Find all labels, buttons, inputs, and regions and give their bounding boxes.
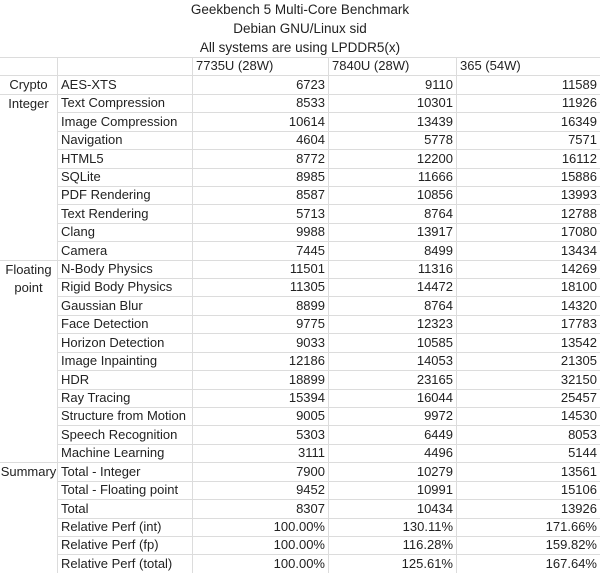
benchmark-value-cell: 8053 xyxy=(457,426,600,444)
benchmark-value-cell: 17080 xyxy=(457,224,600,242)
benchmark-value-cell: 10279 xyxy=(329,463,457,481)
table-note: All systems are using LPDDR5(x) xyxy=(199,40,401,55)
benchmark-value-cell: 7445 xyxy=(193,242,329,260)
benchmark-value-cell: 14320 xyxy=(457,297,600,315)
benchmark-value-cell: 9452 xyxy=(193,482,329,500)
benchmark-value-cell: 10434 xyxy=(329,500,457,518)
benchmark-value-cell: 12200 xyxy=(329,150,457,168)
benchmark-value-cell: 167.64% xyxy=(457,555,600,573)
benchmark-name-cell: Text Compression xyxy=(58,95,193,113)
benchmark-name-cell: Horizon Detection xyxy=(58,334,193,352)
benchmark-name-cell: Image Inpainting xyxy=(58,353,193,371)
benchmark-value-cell: 100.00% xyxy=(193,519,329,537)
benchmark-name-cell: Relative Perf (fp) xyxy=(58,537,193,555)
benchmark-value-cell: 15886 xyxy=(457,169,600,187)
benchmark-value-cell: 13439 xyxy=(329,113,457,131)
benchmark-value-cell: 100.00% xyxy=(193,537,329,555)
benchmark-value-cell: 10614 xyxy=(193,113,329,131)
benchmark-value-cell: 8985 xyxy=(193,169,329,187)
benchmark-value-cell: 14530 xyxy=(457,408,600,426)
benchmark-value-cell: 6723 xyxy=(193,76,329,94)
table-subtitle: Debian GNU/Linux sid xyxy=(233,21,367,36)
benchmark-value-cell: 3111 xyxy=(193,445,329,463)
benchmark-value-cell: 13561 xyxy=(457,463,600,481)
benchmark-value-cell: 8533 xyxy=(193,95,329,113)
benchmark-value-cell: 10856 xyxy=(329,187,457,205)
benchmark-name-cell: Image Compression xyxy=(58,113,193,131)
header-blank-cell xyxy=(58,58,193,76)
benchmark-name-cell: HTML5 xyxy=(58,150,193,168)
benchmark-value-cell: 6449 xyxy=(329,426,457,444)
benchmark-value-cell: 8772 xyxy=(193,150,329,168)
benchmark-value-cell: 17783 xyxy=(457,316,600,334)
benchmark-value-cell: 32150 xyxy=(457,371,600,389)
benchmark-value-cell: 13926 xyxy=(457,500,600,518)
table-title: Geekbench 5 Multi-Core Benchmark xyxy=(190,2,410,17)
benchmark-value-cell: 9988 xyxy=(193,224,329,242)
benchmark-value-cell: 130.11% xyxy=(329,519,457,537)
benchmark-value-cell: 11926 xyxy=(457,95,600,113)
benchmark-value-cell: 11316 xyxy=(329,261,457,279)
benchmark-value-cell: 5713 xyxy=(193,205,329,223)
benchmark-value-cell: 11666 xyxy=(329,169,457,187)
benchmark-name-cell: Ray Tracing xyxy=(58,390,193,408)
benchmark-value-cell: 13993 xyxy=(457,187,600,205)
benchmark-name-cell: Face Detection xyxy=(58,316,193,334)
benchmark-value-cell: 25457 xyxy=(457,390,600,408)
benchmark-name-cell: Relative Perf (total) xyxy=(58,555,193,573)
benchmark-table xyxy=(0,57,600,573)
category-cell: Floating point xyxy=(0,261,58,464)
benchmark-value-cell: 116.28% xyxy=(329,537,457,555)
benchmark-value-cell: 12788 xyxy=(457,205,600,223)
benchmark-value-cell: 12186 xyxy=(193,353,329,371)
column-header-cell: 7735U (28W) xyxy=(193,58,329,76)
category-cell: Summary xyxy=(0,463,58,573)
benchmark-value-cell: 4496 xyxy=(329,445,457,463)
benchmark-value-cell: 9775 xyxy=(193,316,329,334)
benchmark-name-cell: Machine Learning xyxy=(58,445,193,463)
benchmark-value-cell: 23165 xyxy=(329,371,457,389)
benchmark-name-cell: Gaussian Blur xyxy=(58,297,193,315)
benchmark-name-cell: Navigation xyxy=(58,132,193,150)
benchmark-name-cell: Clang xyxy=(58,224,193,242)
benchmark-value-cell: 7900 xyxy=(193,463,329,481)
benchmark-value-cell: 7571 xyxy=(457,132,600,150)
header-corner-cell xyxy=(0,58,58,76)
benchmark-value-cell: 18100 xyxy=(457,279,600,297)
benchmark-value-cell: 11501 xyxy=(193,261,329,279)
benchmark-name-cell: Text Rendering xyxy=(58,205,193,223)
benchmark-value-cell: 9110 xyxy=(329,76,457,94)
benchmark-name-cell: AES-XTS xyxy=(58,76,193,94)
benchmark-value-cell: 13542 xyxy=(457,334,600,352)
benchmark-name-cell: Total - Floating point xyxy=(58,482,193,500)
benchmark-value-cell: 11589 xyxy=(457,76,600,94)
benchmark-value-cell: 16112 xyxy=(457,150,600,168)
benchmark-name-cell: PDF Rendering xyxy=(58,187,193,205)
benchmark-value-cell: 12323 xyxy=(329,316,457,334)
benchmark-name-cell: Camera xyxy=(58,242,193,260)
benchmark-value-cell: 10585 xyxy=(329,334,457,352)
benchmark-value-cell: 9033 xyxy=(193,334,329,352)
benchmark-name-cell: Relative Perf (int) xyxy=(58,519,193,537)
category-cell: Integer xyxy=(0,95,58,261)
benchmark-name-cell: Total xyxy=(58,500,193,518)
benchmark-name-cell: Speech Recognition xyxy=(58,426,193,444)
benchmark-value-cell: 14472 xyxy=(329,279,457,297)
benchmark-value-cell: 5778 xyxy=(329,132,457,150)
benchmark-value-cell: 5303 xyxy=(193,426,329,444)
benchmark-value-cell: 159.82% xyxy=(457,537,600,555)
benchmark-value-cell: 100.00% xyxy=(193,555,329,573)
benchmark-value-cell: 171.66% xyxy=(457,519,600,537)
benchmark-value-cell: 8307 xyxy=(193,500,329,518)
benchmark-value-cell: 8764 xyxy=(329,297,457,315)
column-header-cell: 7840U (28W) xyxy=(329,58,457,76)
benchmark-value-cell: 125.61% xyxy=(329,555,457,573)
benchmark-value-cell: 18899 xyxy=(193,371,329,389)
benchmark-name-cell: Structure from Motion xyxy=(58,408,193,426)
benchmark-value-cell: 11305 xyxy=(193,279,329,297)
benchmark-value-cell: 8499 xyxy=(329,242,457,260)
benchmark-value-cell: 10991 xyxy=(329,482,457,500)
benchmark-value-cell: 8899 xyxy=(193,297,329,315)
benchmark-value-cell: 5144 xyxy=(457,445,600,463)
benchmark-value-cell: 15106 xyxy=(457,482,600,500)
benchmark-value-cell: 4604 xyxy=(193,132,329,150)
benchmark-value-cell: 13917 xyxy=(329,224,457,242)
benchmark-value-cell: 14269 xyxy=(457,261,600,279)
benchmark-value-cell: 9972 xyxy=(329,408,457,426)
category-cell: Crypto xyxy=(0,76,58,94)
benchmark-value-cell: 14053 xyxy=(329,353,457,371)
benchmark-value-cell: 8587 xyxy=(193,187,329,205)
benchmark-value-cell: 16349 xyxy=(457,113,600,131)
benchmark-name-cell: N-Body Physics xyxy=(58,261,193,279)
benchmark-name-cell: Total - Integer xyxy=(58,463,193,481)
benchmark-value-cell: 8764 xyxy=(329,205,457,223)
benchmark-value-cell: 9005 xyxy=(193,408,329,426)
benchmark-value-cell: 15394 xyxy=(193,390,329,408)
benchmark-name-cell: HDR xyxy=(58,371,193,389)
benchmark-name-cell: SQLite xyxy=(58,169,193,187)
title-block xyxy=(0,0,600,57)
benchmark-name-cell: Rigid Body Physics xyxy=(58,279,193,297)
benchmark-value-cell: 21305 xyxy=(457,353,600,371)
benchmark-value-cell: 16044 xyxy=(329,390,457,408)
benchmark-value-cell: 13434 xyxy=(457,242,600,260)
benchmark-value-cell: 10301 xyxy=(329,95,457,113)
column-header-cell: 365 (54W) xyxy=(457,58,600,76)
